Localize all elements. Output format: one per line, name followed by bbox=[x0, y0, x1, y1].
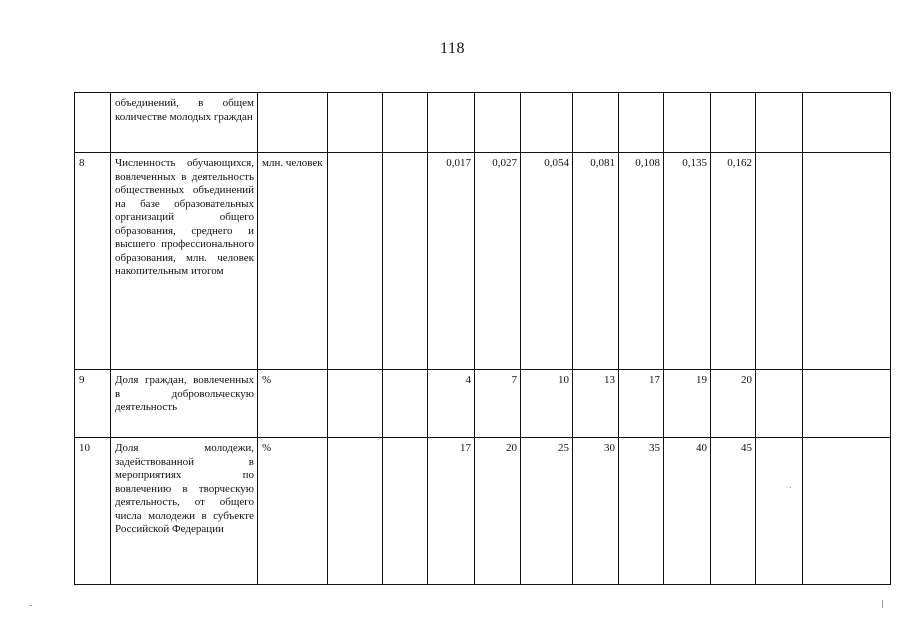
empty-cell bbox=[756, 438, 803, 585]
empty-cell bbox=[756, 370, 803, 438]
empty-cell bbox=[803, 93, 891, 153]
table-row bbox=[75, 93, 891, 153]
unit-cell: % bbox=[258, 438, 328, 585]
value-cell: 0,162 bbox=[711, 153, 756, 370]
value-cell: 0,108 bbox=[619, 153, 664, 370]
scan-speck bbox=[30, 605, 32, 606]
indicators-table bbox=[74, 92, 891, 585]
value-cell: 40 bbox=[664, 438, 711, 585]
base-value-cell bbox=[328, 438, 383, 585]
value-cell bbox=[619, 93, 664, 153]
row-number: 8 bbox=[75, 153, 111, 370]
indicator-name: Численность обучающихся, вовлеченных в деятельность общественных объединений на базе образовательных организаций общего образования, среднего и высшего профессионального образования, млн. человек накопительным итогом bbox=[111, 153, 258, 370]
indicator-name: объединений, в общем количестве молодых граждан bbox=[111, 93, 258, 153]
base-value-cell bbox=[328, 93, 383, 153]
row-number bbox=[75, 93, 111, 153]
empty-cell bbox=[756, 153, 803, 370]
value-cell: 45 bbox=[711, 438, 756, 585]
value-cell: 20 bbox=[475, 438, 521, 585]
row-number: 9 bbox=[75, 370, 111, 438]
value-cell bbox=[475, 93, 521, 153]
value-cell bbox=[711, 93, 756, 153]
page-number: 118 bbox=[440, 40, 465, 57]
value-cell bbox=[664, 93, 711, 153]
value-cell: 35 bbox=[619, 438, 664, 585]
empty-cell bbox=[803, 370, 891, 438]
empty-cell bbox=[383, 93, 428, 153]
row-number: 10 bbox=[75, 438, 111, 585]
value-cell: 20 bbox=[711, 370, 756, 438]
base-value-cell bbox=[328, 153, 383, 370]
base-value-cell bbox=[328, 370, 383, 438]
value-cell: 0,027 bbox=[475, 153, 521, 370]
value-cell: 0,135 bbox=[664, 153, 711, 370]
unit-cell bbox=[258, 93, 328, 153]
value-cell: 0,081 bbox=[573, 153, 619, 370]
empty-cell bbox=[803, 438, 891, 585]
value-cell: 17 bbox=[428, 438, 475, 585]
empty-cell bbox=[803, 153, 891, 370]
value-cell bbox=[573, 93, 619, 153]
value-cell: 13 bbox=[573, 370, 619, 438]
value-cell: 7 bbox=[475, 370, 521, 438]
value-cell: 0,017 bbox=[428, 153, 475, 370]
table-row bbox=[75, 438, 891, 585]
indicator-name: Доля граждан, вовлеченных в добровольческую деятельность bbox=[111, 370, 258, 438]
empty-cell bbox=[383, 438, 428, 585]
value-cell: 0,054 bbox=[521, 153, 573, 370]
value-cell: 19 bbox=[664, 370, 711, 438]
value-cell: 4 bbox=[428, 370, 475, 438]
value-cell: 17 bbox=[619, 370, 664, 438]
empty-cell bbox=[383, 370, 428, 438]
value-cell: 25 bbox=[521, 438, 573, 585]
unit-cell: млн. человек bbox=[258, 153, 328, 370]
unit-cell: % bbox=[258, 370, 328, 438]
empty-cell bbox=[383, 153, 428, 370]
value-cell: 30 bbox=[573, 438, 619, 585]
table-row bbox=[75, 153, 891, 370]
value-cell: 10 bbox=[521, 370, 573, 438]
indicator-name: Доля молодежи, задействованной в мероприятиях по вовлечению в творческую деятельность, от общего числа молодежи в субъекте Российской Федерации bbox=[111, 438, 258, 585]
value-cell bbox=[428, 93, 475, 153]
scan-speck bbox=[790, 487, 791, 488]
table-row bbox=[75, 370, 891, 438]
empty-cell bbox=[756, 93, 803, 153]
scan-speck bbox=[882, 600, 883, 608]
value-cell bbox=[521, 93, 573, 153]
